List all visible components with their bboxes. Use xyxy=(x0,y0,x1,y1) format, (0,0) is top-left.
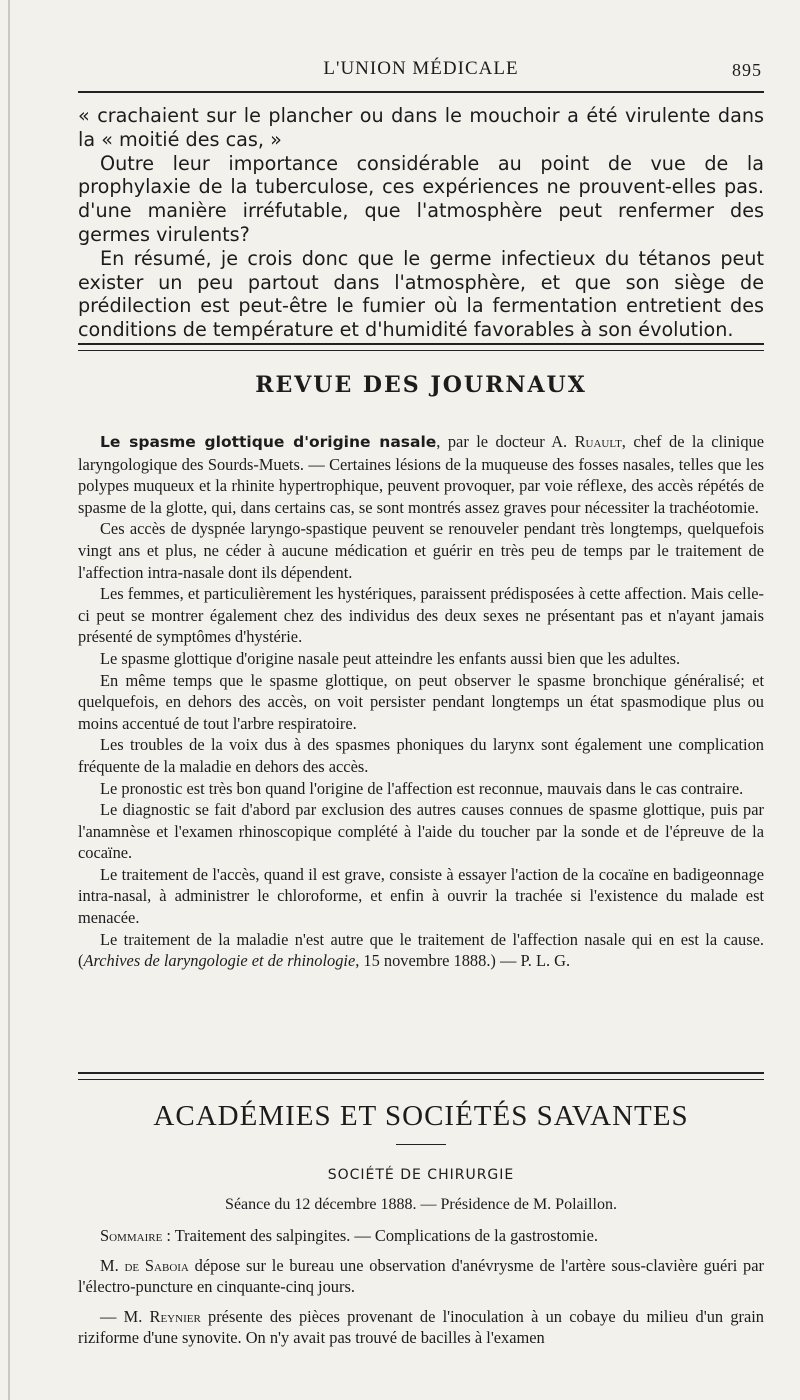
author-name: Ruault xyxy=(574,432,622,451)
sommaire xyxy=(78,1225,764,1247)
paragraph xyxy=(78,431,764,518)
text-run: , 15 novembre 1888.) — P. L. G. xyxy=(355,951,571,971)
paragraph: Le diagnostic se fait d'abord par exclusion des autres causes connues de spasme glottique, puis par l'anamnèse et l'examen rhinoscopique complété à l'aide du toucher par la sonde et de l'épreuve de la cocaïne. xyxy=(78,800,764,863)
header-rule xyxy=(78,91,764,93)
academies-article xyxy=(78,1225,764,1349)
paragraph: Les femmes, et particulièrement les hystériques, paraissent prédisposées à cette affection. Mais celle-ci peut se montrer également chez des individus des deux sexes ne présentant pas et n'ayant jamais présenté de symptômes d'hystérie. xyxy=(78,584,764,647)
paragraph: Ces accès de dyspnée laryngo-spastique peuvent se renouveler pendant très longtemps, quelquefois vingt ans et plus, ne céder à aucune médication et guérir en très peu de temps par le traitement de l'affection intra-nasale dont ils dépendent. xyxy=(78,519,764,582)
section-rule xyxy=(78,343,764,351)
seance-line: Séance du 12 décembre 1888. — Présidence de M. Polaillon. xyxy=(225,1196,617,1213)
text-run: , chef de la clinique laryngologique des Sourds-Muets. — Certaines lésions de la muqueuse des fosses nasales, telles que les polypes muqueux et la rhinite hypertrophique, peuvent provoquer, par voie réflexe, des accès répétés de spasme de la glotte, qui, dans certains cas, se sont montrés assez graves pour nécessiter la trachéotomie. xyxy=(78,432,764,517)
text-run: Le traitement de la maladie n'est autre que le traitement de l'affection nasale qui en est la cause. ( xyxy=(78,929,764,971)
revue-article xyxy=(78,431,764,972)
sommaire-label: Sommaire xyxy=(100,1226,163,1245)
text-run: — M. xyxy=(100,1306,150,1326)
paragraph: Le spasme glottique d'origine nasale peut atteindre les enfants aussi bien que les adultes. xyxy=(100,648,681,668)
journal-title: L'UNION MÉDICALE xyxy=(323,58,519,79)
speaker-name: M. de Saboia xyxy=(100,1255,189,1275)
text-run: dépose sur le bureau une observation d'anévrysme de l'artère sous-clavière guéri par l'électro-puncture en cinquante-cinq jours. xyxy=(78,1255,764,1297)
article-title: Le spasme glottique d'origine nasale xyxy=(100,433,437,451)
text-run: présente des pièces provenant de l'inoculation à un cobaye du milieu d'un grain riziforme d'une synovite. On n'y avait pas trouvé de bacilles à l'examen xyxy=(78,1306,765,1348)
continued-article xyxy=(78,104,764,342)
paragraph: Le traitement de l'accès, quand il est grave, consiste à essayer l'action de la cocaïne en badigeonnage intra-nasal, à administrer le chloroforme, et enfin à ouvrir la trachée si l'existence du malade est menacée. xyxy=(78,864,764,928)
society-title: SOCIÉTÉ DE CHIRURGIE xyxy=(327,1167,515,1183)
section-rule xyxy=(78,1072,764,1080)
section-title-revue: REVUE DES JOURNAUX xyxy=(255,372,587,398)
page-edge-shadow xyxy=(8,0,10,1400)
paragraph: Le pronostic est très bon quand l'origine de l'affection est reconnue, mauvais dans le cas contraire. xyxy=(100,778,744,798)
paragraph xyxy=(78,1255,764,1298)
paragraph: Outre leur importance considérable au point de vue de la prophylaxie de la tuberculose, ces expériences ne prouvent-elles pas. d'une manière irréfutable, que l'atmosphère peut renfermer des germes virulents? xyxy=(78,151,764,246)
text-run: , par le docteur A. xyxy=(436,432,575,451)
paragraph: Les troubles de la voix dus à des spasmes phoniques du larynx sont également une complication fréquente de la maladie en dehors des accès. xyxy=(78,735,764,776)
paragraph: En même temps que le spasme glottique, on peut observer le spasme bronchique généralisé; et quelquefois, en dehors des accès, on voit persister pendant longtemps un état spasmodique plus ou moins accentué de tout l'arbre respiratoire. xyxy=(78,670,764,733)
paragraph xyxy=(78,929,764,972)
speaker-name: Reynier xyxy=(149,1306,201,1326)
title-rule xyxy=(396,1144,446,1145)
citation-title: Archives de laryngologie et de rhinologie xyxy=(83,951,356,971)
text-run: : Traitement des salpingites. — Complications de la gastrostomie. xyxy=(162,1226,598,1245)
section-title-academies: ACADÉMIES ET SOCIÉTÉS SAVANTES xyxy=(153,1100,689,1132)
page-number: 895 xyxy=(732,60,762,80)
paragraph: En résumé, je crois donc que le germe infectieux du tétanos peut exister un peu partout dans l'atmosphère, et que son siège de prédilection est peut-être le fumier où la fermentation entretient des conditions de température et d'humidité favorables à son évolution. xyxy=(78,246,764,342)
paragraph xyxy=(78,1306,764,1349)
running-header xyxy=(78,58,764,82)
paragraph: « crachaient sur le plancher ou dans le mouchoir a été virulente dans la « moitié des cas, » xyxy=(78,104,764,151)
